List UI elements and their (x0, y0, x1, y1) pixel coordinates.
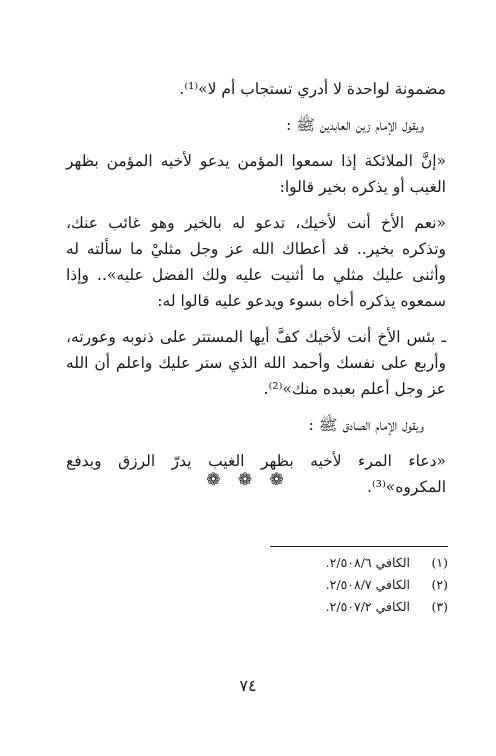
paragraph-angels-good-response: «نعم الأخ أنت لأخيك، تدعو له بالخير وهو غائب عنك، وتذكره بخير.. قد أعطاك الله عز وجل مثليْ ما سألته له وأثنى عليك مثلي ما أثنيت عليه ولك الفضل عليه».. وإذا سمعوه يذكره أخاه بسوء ويدعو عليه قالوا له: (66, 214, 446, 310)
footnote-divider (270, 546, 448, 547)
paragraph-angels-bad-response: ـ بئس الأخ أنت لأخيك كفَّ أيها المستتر على ذنوبه وعورته، وأربع على نفسك وأحمد الله الذي ستر عليك واعلم أن الله عز وجل أعلم بعبده منك»⁽²⁾. (66, 328, 446, 398)
footnote-item (200, 574, 448, 596)
footnote-text: الكافي ٢/٥٠٧/٢. (325, 599, 411, 614)
footnotes (200, 552, 448, 618)
page-number: ٧٤ (239, 676, 257, 695)
body-text (66, 76, 446, 510)
footnote-text: الكافي ٢/٥٠٨/٧. (325, 577, 411, 592)
section-separator: ❁ ❁ ❁ (206, 470, 290, 490)
paragraph-attribution-al-sadiq: ويقول الإمام الصادق ﷺ : (308, 416, 424, 434)
footnote-item (200, 596, 448, 618)
footnote-number: (٣) (431, 599, 448, 614)
footnote-number: (٢) (431, 577, 448, 592)
paragraph-angels-hadith: «إنَّ الملائكة إذا سمعوا المؤمن يدعو لأخيه المؤمن بظهر الغيب أو يذكره بخير قالوا: (66, 152, 446, 196)
paragraph-sadiq-hadith: «دعاء المرء لأخيه بظهر الغيب يدرّ الرزق ويدفع المكروه»⁽³⁾. (66, 452, 446, 496)
footnote-item (200, 552, 448, 574)
footnote-number: (١) (431, 555, 448, 570)
footnote-text: الكافي ٢/٥٠٨/٦. (325, 555, 411, 570)
paragraph-quote-ending: مضمونة لواحدة لا أدري تستجاب أم لا»⁽¹⁾. (179, 80, 446, 98)
paragraph-attribution-zain-al-abidin: ويقول الإمام زين العابدين ﷺ : (286, 116, 424, 134)
